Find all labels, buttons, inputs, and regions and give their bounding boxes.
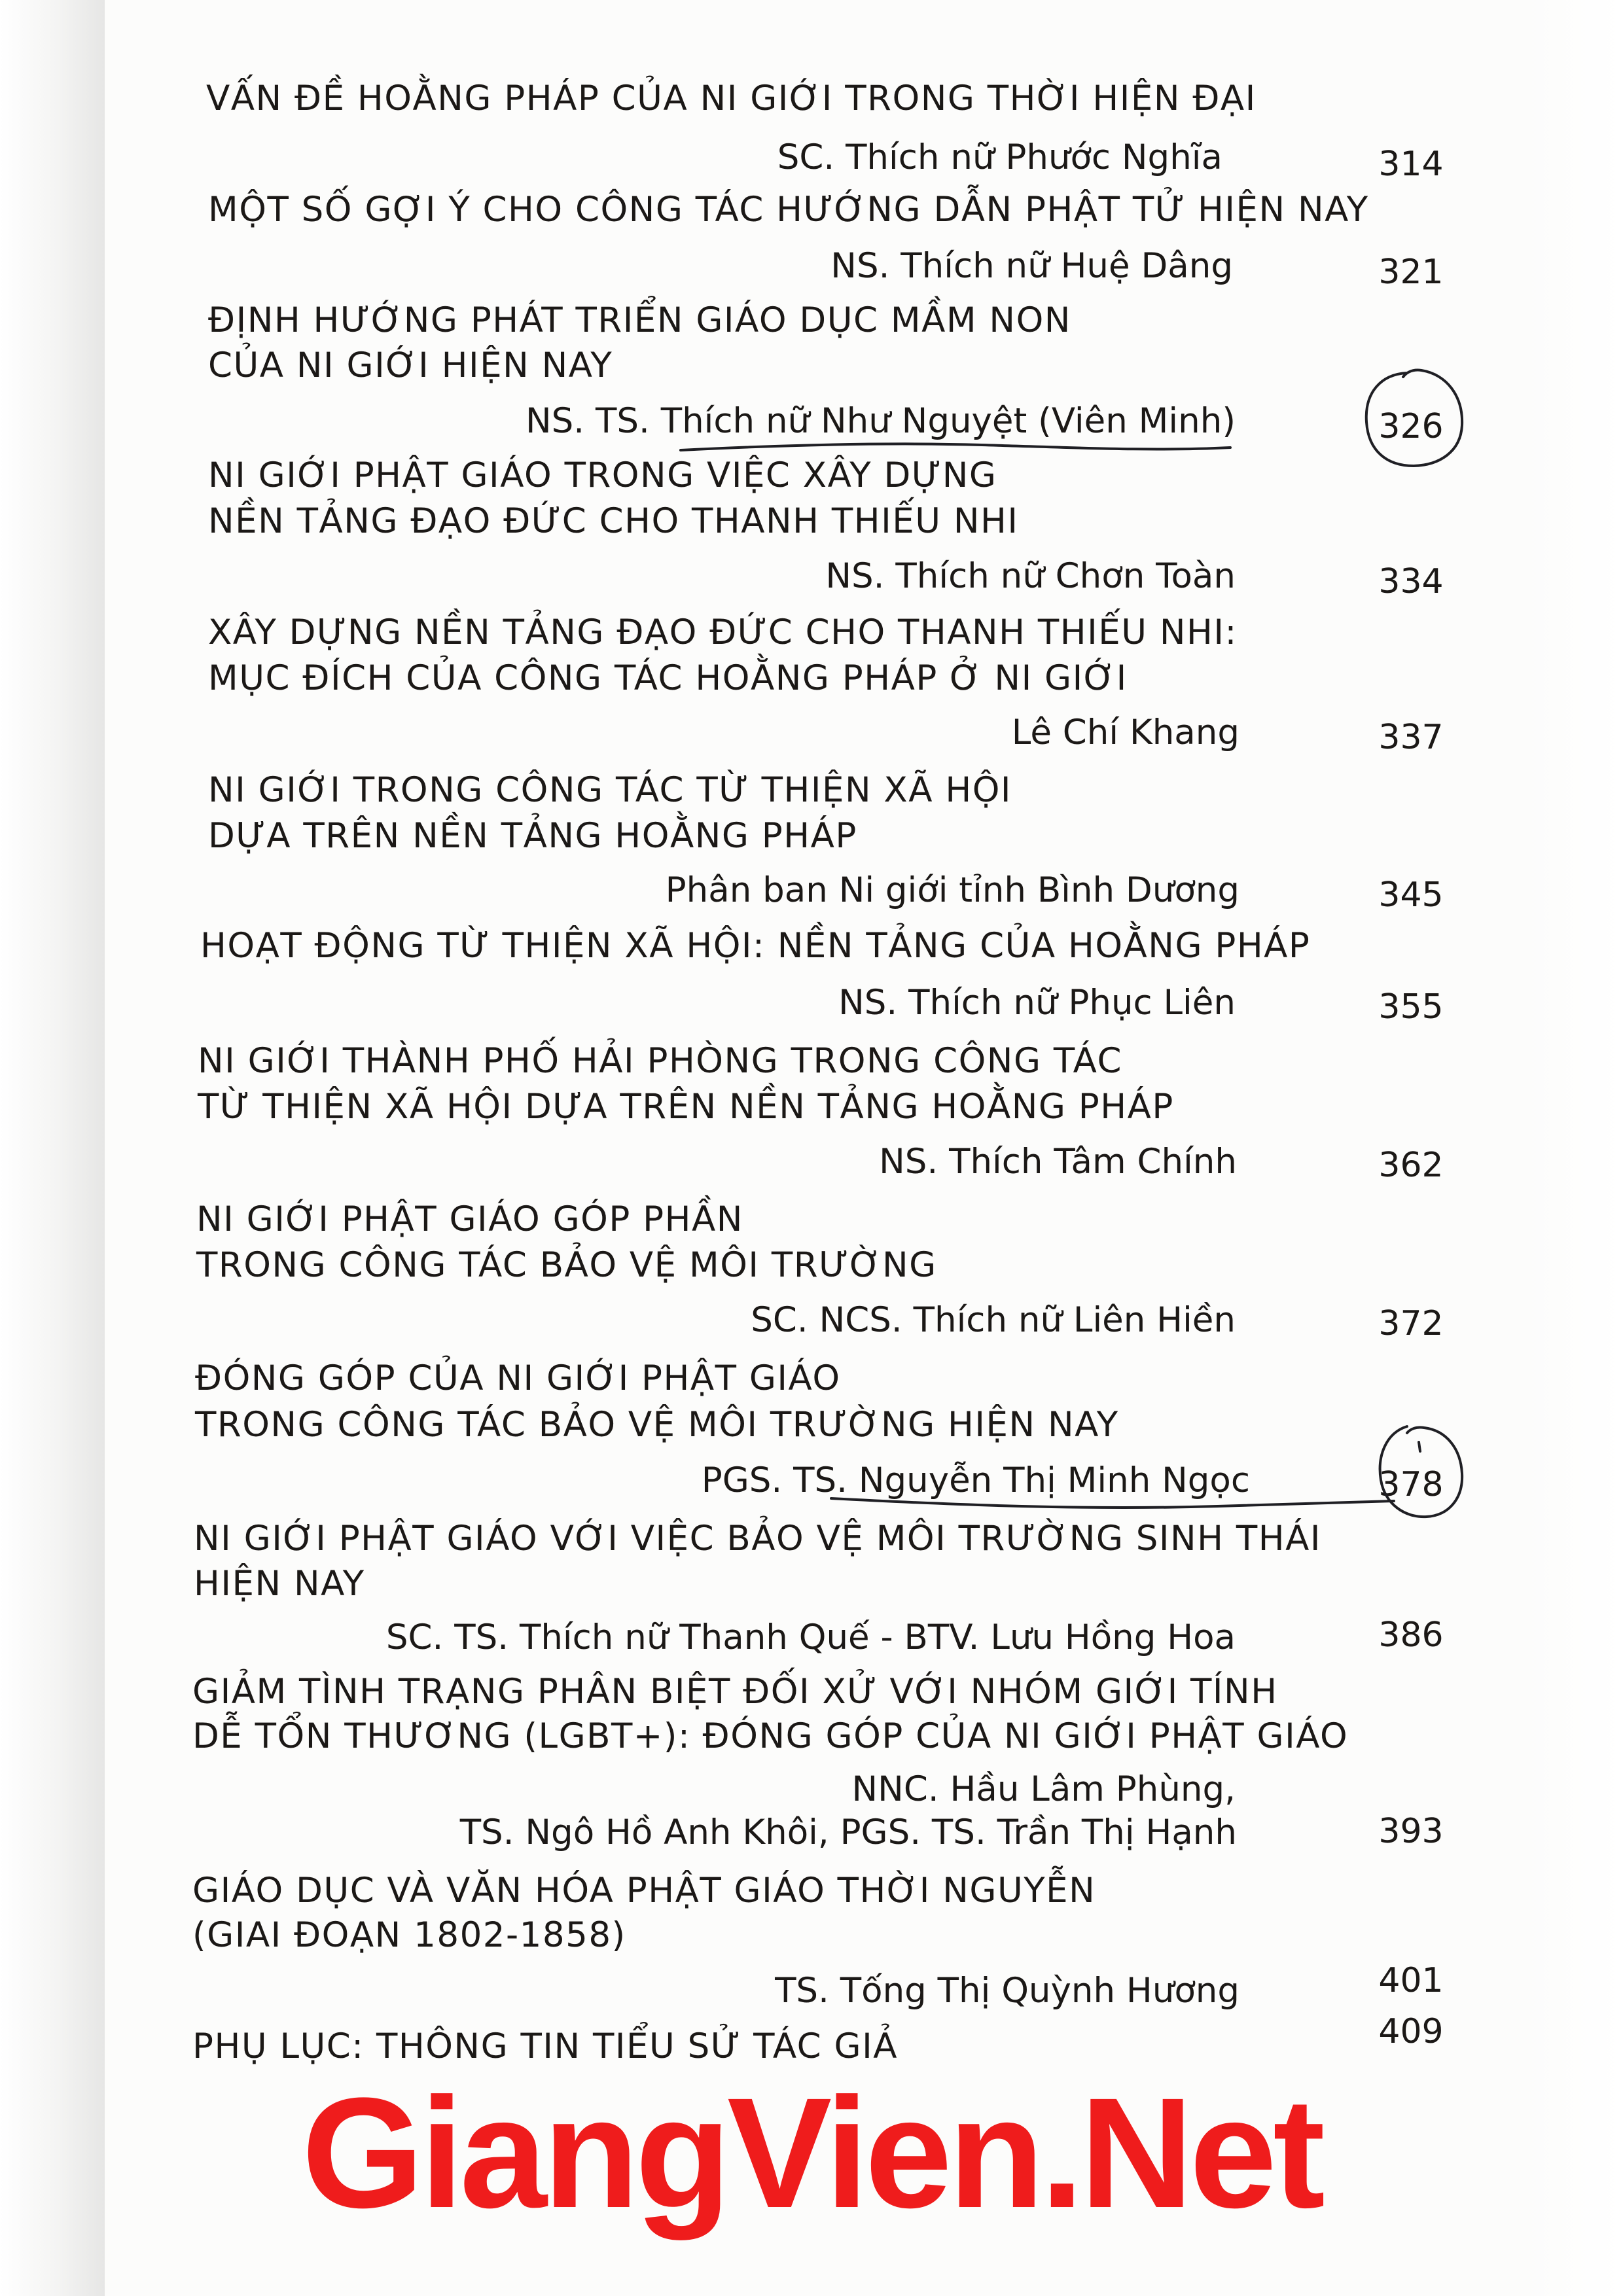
pen-circle-378 [1380,1426,1462,1517]
toc-entry-3-title-line-2: CỦA NI GIỚI HIỆN NAY [208,345,613,385]
toc-entry-7-author: NS. Thích nữ Phục Liên [838,983,1236,1023]
toc-entry-13-title-line-1: GIÁO DỤC VÀ VĂN HÓA PHẬT GIÁO THỜI NGUYỄN [192,1871,1096,1911]
toc-entry-8-title-line-2: TỪ THIỆN XÃ HỘI DỰA TRÊN NỀN TẢNG HOẰNG PHÁP [198,1087,1174,1127]
toc-entry-2-title: MỘT SỐ GỢI Ý CHO CÔNG TÁC HƯỚNG DẪN PHẬT TỬ HIỆN NAY [208,190,1369,230]
toc-entry-10-page[interactable]: 378 [1378,1465,1444,1504]
toc-entry-1-page[interactable]: 314 [1378,145,1444,184]
toc-entry-9-page[interactable]: 372 [1378,1304,1444,1343]
toc-entry-5-page[interactable]: 337 [1378,718,1444,757]
toc-entry-1-author: SC. Thích nữ Phước Nghĩa [777,137,1222,177]
toc-entry-2-page[interactable]: 321 [1378,253,1444,292]
toc-entry-7-title: HOẠT ĐỘNG TỪ THIỆN XÃ HỘI: NỀN TẢNG CỦA HOẰNG PHÁP [200,926,1311,966]
watermark-text: GiangVien.Net [302,2065,1321,2240]
toc-entry-11-title-line-2: HIỆN NAY [194,1564,365,1604]
toc-entry-4-title-line-1: NI GIỚI PHẬT GIÁO TRONG VIỆC XÂY DỰNG [208,455,997,495]
toc-entry-11-title-line-1: NI GIỚI PHẬT GIÁO VỚI VIỆC BẢO VỆ MÔI TRƯỜNG SINH THÁI [194,1519,1321,1559]
toc-entry-6-title-line-1: NI GIỚI TRONG CÔNG TÁC TỪ THIỆN XÃ HỘI [208,770,1012,810]
toc-entry-12-title-line-2: DỄ TỔN THƯƠNG (LGBT+): ĐÓNG GÓP CỦA NI GIỚI PHẬT GIÁO [192,1716,1349,1756]
toc-entry-11-author: SC. TS. Thích nữ Thanh Quế - BTV. Lưu Hồng Hoa [385,1617,1236,1657]
toc-entry-13-page[interactable]: 401 [1378,1961,1444,2000]
toc-entry-9-author: SC. NCS. Thích nữ Liên Hiền [751,1300,1236,1340]
toc-entry-14-title: PHỤ LỤC: THÔNG TIN TIỂU SỬ TÁC GIẢ [192,2026,898,2066]
toc-entry-6-page[interactable]: 345 [1378,875,1444,915]
toc-entry-4-page[interactable]: 334 [1378,562,1444,601]
toc-entry-2-author: NS. Thích nữ Huệ Dâng [830,246,1233,286]
toc-entry-10-author: PGS. TS. Nguyễn Thị Minh Ngọc [701,1460,1250,1500]
toc-entry-13-author: TS. Tống Thị Quỳnh Hương [775,1971,1240,2011]
toc-entry-1-title: VẤN ĐỀ HOẰNG PHÁP CỦA NI GIỚI TRONG THỜI HIỆN ĐẠI [206,79,1257,118]
toc-entry-6-title-line-2: DỰA TRÊN NỀN TẢNG HOẰNG PHÁP [208,816,857,856]
toc-entry-6-author: Phân ban Ni giới tỉnh Bình Dương [665,870,1240,910]
toc-entry-3-page[interactable]: 326 [1378,407,1444,446]
toc-entry-13-title-line-2: (GIAI ĐOẠN 1802-1858) [192,1915,626,1955]
toc-entry-11-page[interactable]: 386 [1378,1616,1444,1655]
toc-entry-9-title-line-1: NI GIỚI PHẬT GIÁO GÓP PHẦN [196,1199,743,1239]
toc-entry-12-author-line-2: TS. Ngô Hồ Anh Khôi, PGS. TS. Trần Thị Hạnh [459,1812,1237,1852]
toc-entry-8-author: NS. Thích Tâm Chính [879,1142,1237,1182]
toc-entry-3-title-line-1: ĐỊNH HƯỚNG PHÁT TRIỂN GIÁO DỤC MẦM NON [208,300,1071,340]
toc-entry-7-page[interactable]: 355 [1378,987,1444,1027]
toc-entry-5-author: Lê Chí Khang [1011,713,1240,752]
toc-entry-10-title-line-1: ĐÓNG GÓP CỦA NI GIỚI PHẬT GIÁO [195,1358,841,1398]
toc-entry-4-title-line-2: NỀN TẢNG ĐẠO ĐỨC CHO THANH THIẾU NHI [208,501,1019,541]
pen-underline-378 [831,1498,1394,1508]
pen-circle-326 [1366,370,1462,466]
toc-entry-14-page[interactable]: 409 [1378,2012,1444,2051]
toc-entry-8-title-line-1: NI GIỚI THÀNH PHỐ HẢI PHÒNG TRONG CÔNG TÁC [198,1041,1122,1081]
toc-entry-12-author-line-1: NNC. Hầu Lâm Phùng, [851,1769,1236,1809]
toc-entry-10-title-line-2: TRONG CÔNG TÁC BẢO VỆ MÔI TRƯỜNG HIỆN NAY [195,1405,1119,1445]
toc-entry-5-title-line-1: XÂY DỰNG NỀN TẢNG ĐẠO ĐỨC CHO THANH THIẾU NHI: [208,612,1238,652]
toc-entry-4-author: NS. Thích nữ Chơn Toàn [825,556,1236,596]
pen-tick-378 [1419,1442,1420,1451]
toc-entry-9-title-line-2: TRONG CÔNG TÁC BẢO VỆ MÔI TRƯỜNG [196,1245,937,1285]
pen-underline-326 [681,444,1230,450]
toc-entry-8-page[interactable]: 362 [1378,1146,1444,1185]
toc-entry-5-title-line-2: MỤC ĐÍCH CỦA CÔNG TÁC HOẰNG PHÁP Ở NI GIỚI [208,658,1128,698]
toc-entry-12-title-line-1: GIẢM TÌNH TRẠNG PHÂN BIỆT ĐỐI XỬ VỚI NHÓM GIỚI TÍNH [192,1672,1278,1712]
toc-entry-3-author: NS. TS. Thích nữ Như Nguyệt (Viên Minh) [526,401,1236,441]
toc-entry-12-page[interactable]: 393 [1378,1812,1444,1851]
